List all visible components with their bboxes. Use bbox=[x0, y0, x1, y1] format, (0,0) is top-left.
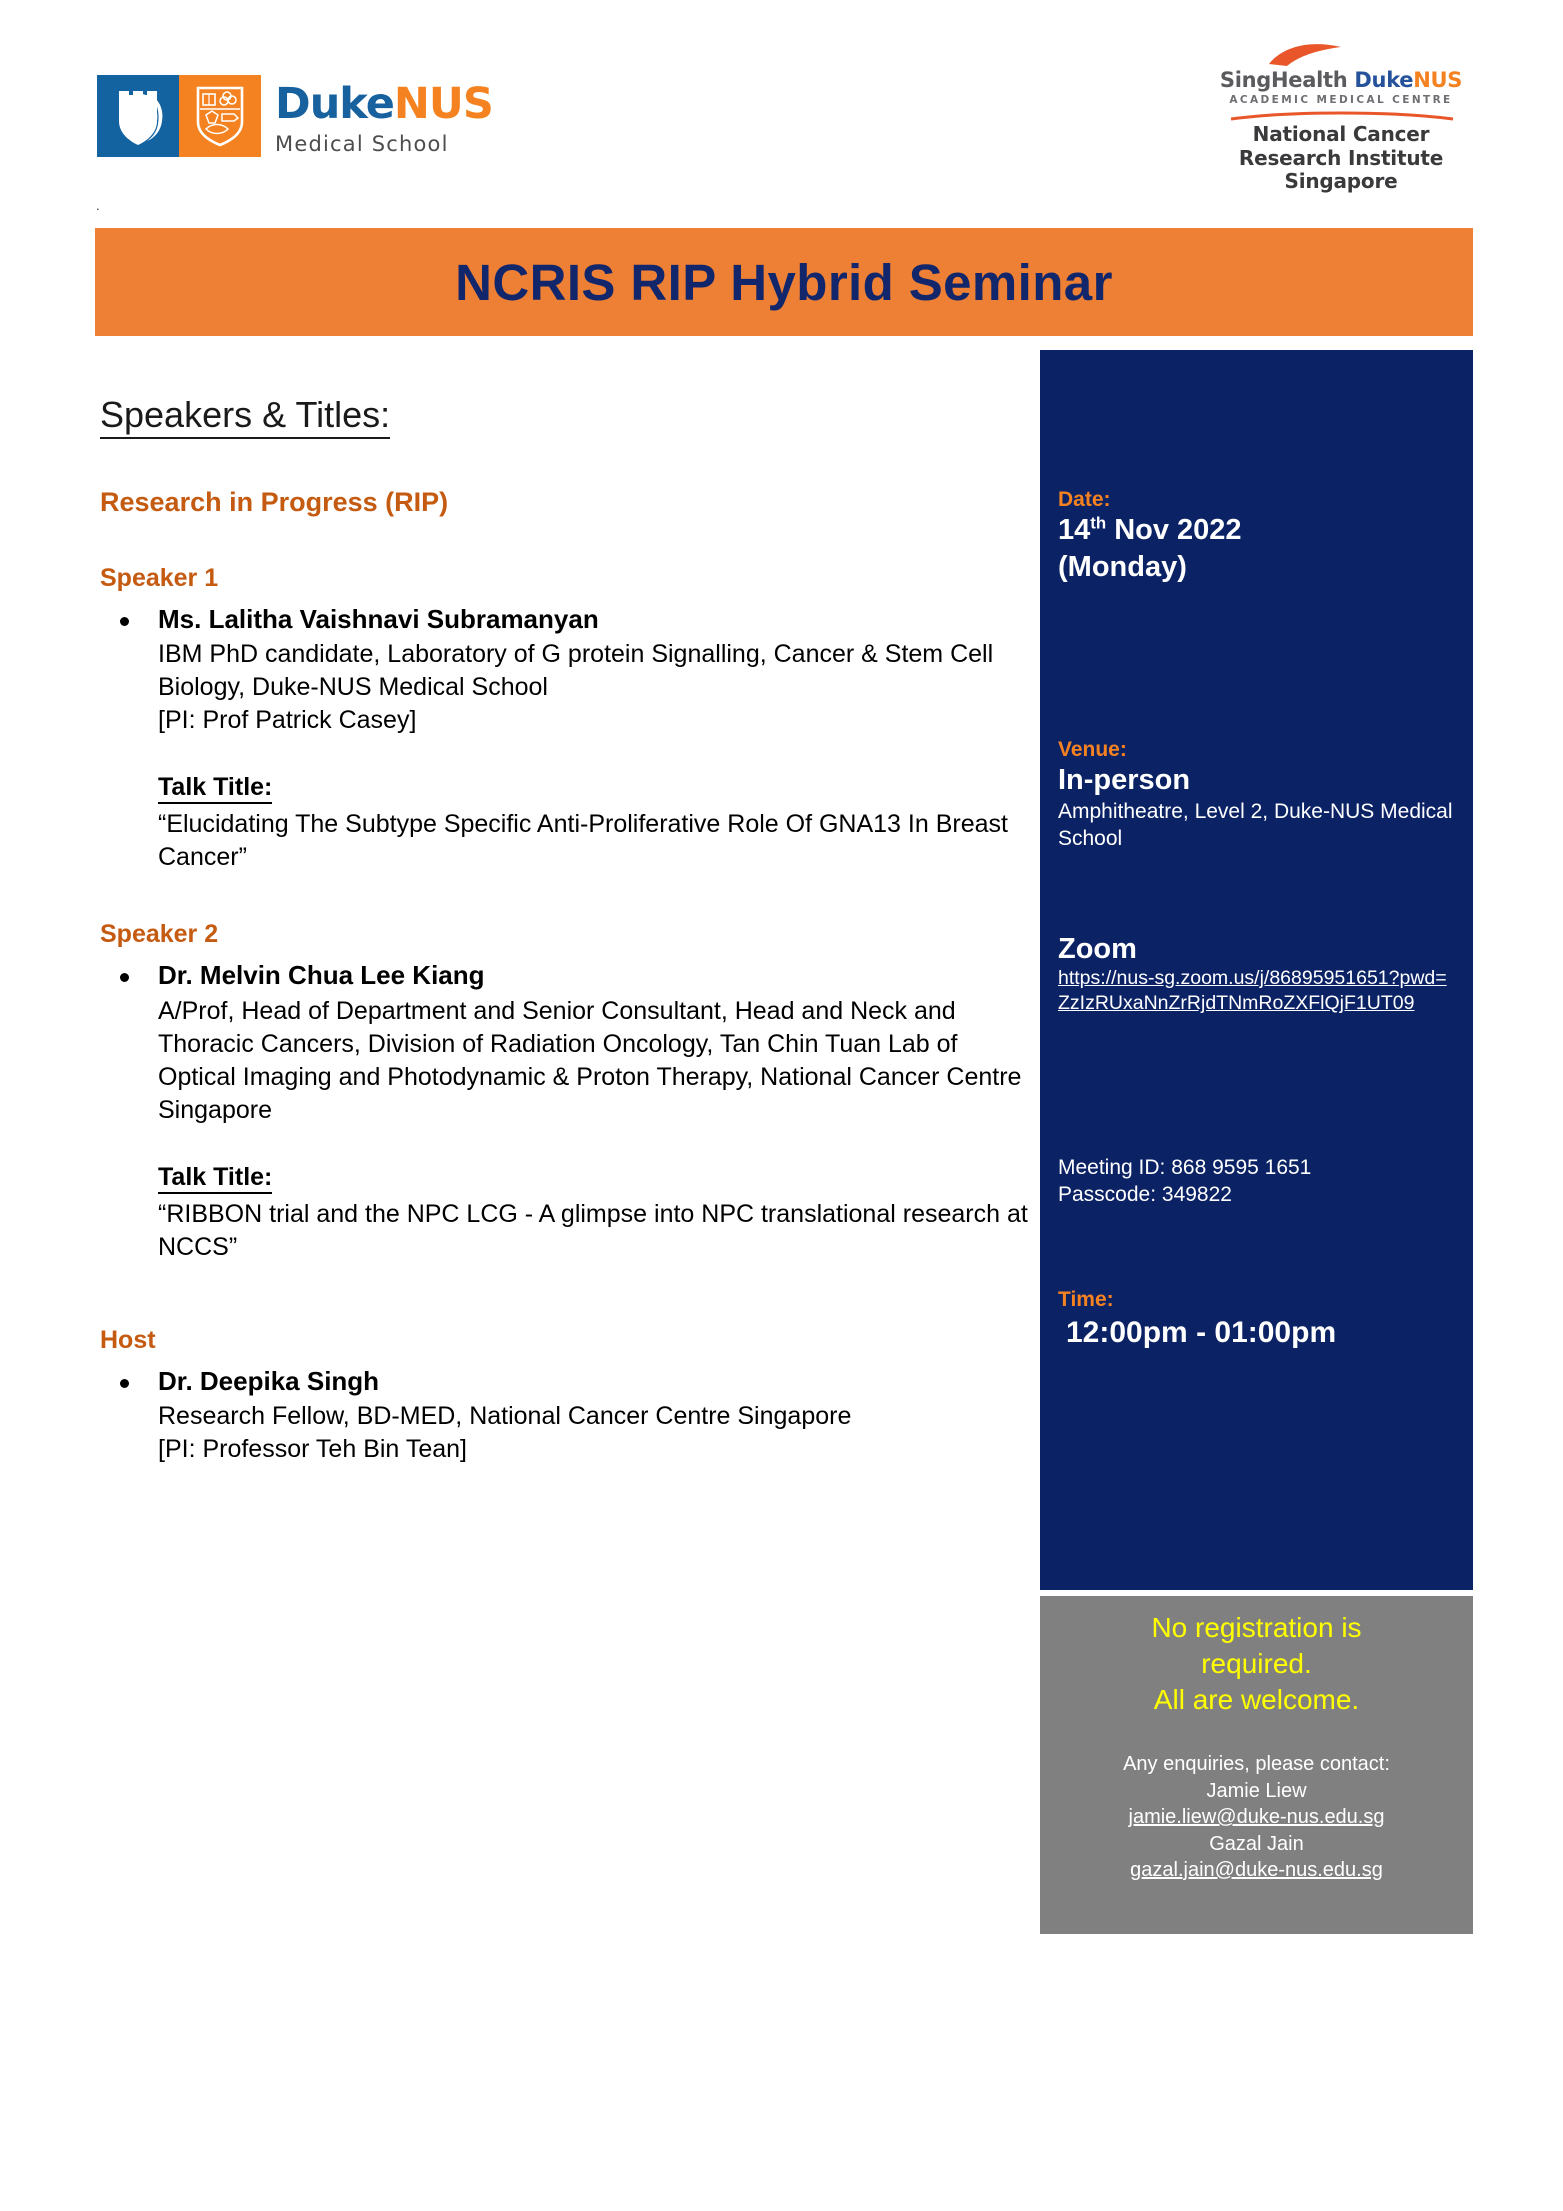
time-value: 12:00pm - 01:00pm bbox=[1066, 1316, 1337, 1349]
speaker-1-block bbox=[100, 603, 1035, 738]
ncris-divider-icon bbox=[1191, 108, 1491, 118]
date-month-year: Nov 2022 bbox=[1106, 514, 1242, 546]
stray-dot: . bbox=[96, 198, 100, 213]
speaker-2-label: Speaker 2 bbox=[100, 920, 219, 949]
poster-header bbox=[0, 0, 1563, 210]
contact-2-email[interactable]: gazal.jain@duke-nus.edu.sg bbox=[1130, 1859, 1383, 1882]
dukenus-wordmark bbox=[275, 75, 493, 156]
ncris-institute-line2: Research Institute Singapore bbox=[1238, 145, 1444, 194]
dukenus-logo bbox=[97, 75, 493, 157]
date-ordinal: th bbox=[1090, 513, 1107, 533]
bullet-icon bbox=[120, 973, 129, 982]
speaker-1-talk-label: Talk Title: bbox=[158, 773, 272, 804]
host-pi: [PI: Professor Teh Bin Tean] bbox=[158, 1435, 467, 1464]
venue-label: Venue: bbox=[1058, 738, 1127, 761]
seminar-title-banner bbox=[95, 228, 1473, 336]
date-block bbox=[1058, 488, 1458, 586]
meeting-passcode: Passcode: 349822 bbox=[1058, 1182, 1232, 1206]
page-title: NCRIS RIP Hybrid Seminar bbox=[455, 253, 1113, 311]
date-label: Date: bbox=[1058, 488, 1111, 511]
registration-panel bbox=[1040, 1596, 1473, 1934]
speakers-section-heading: Speakers & Titles: bbox=[100, 395, 390, 439]
speaker-2-talk-title: “RIBBON trial and the NPC LCG - A glimpse into NPC translational research at NCCS” bbox=[158, 1199, 1028, 1261]
speaker-1-name: Ms. Lalitha Vaishnavi Subramanyan bbox=[158, 603, 599, 634]
venue-address: Amphitheatre, Level 2, Duke-NUS Medical School bbox=[1058, 800, 1453, 850]
bullet-icon bbox=[120, 1379, 129, 1388]
speaker-1-talk-title: “Elucidating The Subtype Specific Anti-Proliferative Role Of GNA13 In Breast Cancer” bbox=[158, 810, 1008, 872]
ncris-singhealth-text: SingHealth bbox=[1219, 68, 1348, 92]
date-day: 14 bbox=[1058, 514, 1091, 546]
details-sidebar bbox=[1040, 350, 1473, 1590]
meeting-id: Meeting ID: 868 9595 1651 bbox=[1058, 1156, 1312, 1179]
ncris-amc-wordmark bbox=[1191, 68, 1491, 92]
speaker-2-block bbox=[100, 959, 1035, 1127]
ncris-nus-text: NUS bbox=[1413, 68, 1463, 92]
registration-line3: All are welcome. bbox=[1153, 1683, 1360, 1715]
rip-heading: Research in Progress (RIP) bbox=[100, 486, 449, 517]
speakers-column bbox=[100, 395, 1035, 1466]
dukenus-duke-text: Duke bbox=[275, 79, 394, 129]
speaker-2-talk bbox=[100, 1163, 1035, 1264]
contact-1-email[interactable]: jamie.liew@duke-nus.edu.sg bbox=[1128, 1806, 1385, 1829]
duke-shield-icon bbox=[97, 75, 179, 157]
ncris-institute-name bbox=[1191, 123, 1491, 194]
time-block bbox=[1058, 1288, 1458, 1350]
speaker-2-talk-label: Talk Title: bbox=[158, 1163, 272, 1194]
contact-1-name: Jamie Liew bbox=[1206, 1779, 1307, 1802]
contact-block bbox=[1056, 1751, 1457, 1883]
host-label: Host bbox=[100, 1325, 156, 1354]
speaker-2-affiliation: A/Prof, Head of Department and Senior Consultant, Head and Neck and Thoracic Cancers, Division of Radiation Oncology, Tan Chin Tuan Lab of Optical Imaging and Photodynamic & Proton Therapy, National Cancer Centre Singapore bbox=[158, 996, 1022, 1124]
speaker-1-affiliation: IBM PhD candidate, Laboratory of G protein Signalling, Cancer & Stem Cell Biology, Duke-NUS Medical School bbox=[158, 640, 994, 702]
dukenus-shields bbox=[97, 75, 261, 157]
ncris-institute-line1: National Cancer bbox=[1252, 122, 1430, 146]
ncris-logo bbox=[1191, 42, 1491, 194]
date-value bbox=[1058, 512, 1458, 549]
host-affiliation: Research Fellow, BD-MED, National Cancer Centre Singapore bbox=[158, 1402, 852, 1431]
dukenus-nus-text: NUS bbox=[393, 79, 493, 129]
speaker-1-label: Speaker 1 bbox=[100, 563, 219, 592]
venue-block bbox=[1058, 738, 1458, 853]
zoom-link[interactable]: https://nus-sg.zoom.us/j/86895951651?pwd=ZzIzRUxaNnZrRjdTNmRoZXFlQjF1UT09 bbox=[1058, 967, 1447, 1015]
host-name: Dr. Deepika Singh bbox=[158, 1365, 380, 1396]
dukenus-subtitle: Medical School bbox=[275, 132, 449, 156]
ncris-swoosh-icon bbox=[1191, 42, 1491, 68]
registration-line2: required. bbox=[1201, 1647, 1312, 1679]
venue-mode: In-person bbox=[1058, 764, 1191, 796]
time-label: Time: bbox=[1058, 1288, 1114, 1311]
bullet-icon bbox=[120, 617, 129, 626]
speaker-1-talk bbox=[100, 773, 1035, 874]
registration-headline bbox=[1056, 1610, 1457, 1717]
registration-line1: No registration is bbox=[1151, 1612, 1362, 1643]
date-weekday: (Monday) bbox=[1058, 551, 1187, 584]
zoom-block bbox=[1058, 933, 1458, 1017]
ncris-duke-text: Duke bbox=[1354, 68, 1414, 92]
ncris-amc-subtitle: ACADEMIC MEDICAL CENTRE bbox=[1229, 94, 1453, 106]
nus-shield-icon bbox=[179, 75, 261, 157]
contact-intro: Any enquiries, please contact: bbox=[1123, 1753, 1390, 1776]
zoom-label: Zoom bbox=[1058, 933, 1137, 965]
speaker-2-name: Dr. Melvin Chua Lee Kiang bbox=[158, 960, 485, 991]
speaker-1-pi: [PI: Prof Patrick Casey] bbox=[158, 706, 417, 735]
host-block bbox=[100, 1365, 1035, 1467]
meeting-credentials-block bbox=[1058, 1155, 1458, 1209]
contact-2-name: Gazal Jain bbox=[1209, 1832, 1304, 1855]
